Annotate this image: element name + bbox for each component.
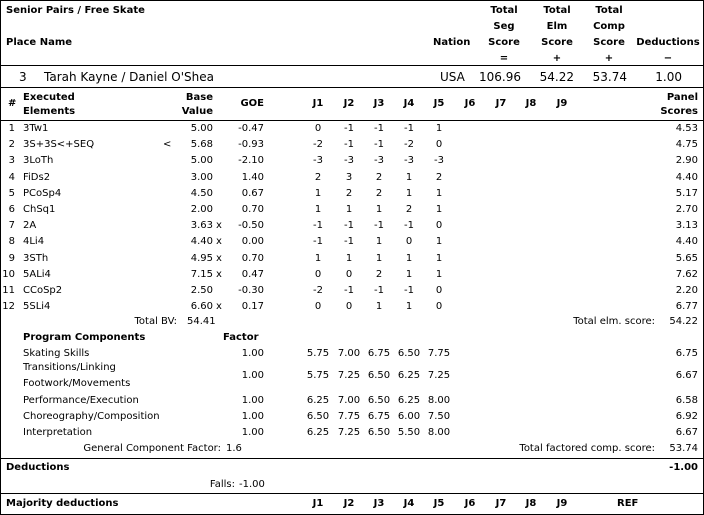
- judge-score: 1: [405, 171, 413, 183]
- judge-header: J1: [312, 98, 324, 109]
- judge-score: 2: [375, 171, 383, 183]
- element-base-value: 5.68: [190, 139, 213, 151]
- component-judge-score: 7.00: [337, 395, 361, 406]
- element-number: 10: [2, 268, 15, 280]
- component-judge-score: 6.75: [367, 348, 391, 359]
- judge-score: 0: [435, 220, 443, 232]
- element-panel-score: 2.70: [675, 204, 698, 215]
- element-panel-score: 4.75: [675, 139, 698, 151]
- component-judge-score: 7.75: [427, 348, 451, 359]
- judge-score: -2: [313, 139, 323, 151]
- majority-judge-header: J4: [403, 498, 415, 509]
- table-row: [1, 253, 703, 267]
- component-name: Choreography/Composition: [23, 411, 160, 422]
- element-code: 3STh: [23, 252, 49, 264]
- element-goe: 0.70: [241, 252, 264, 264]
- element-number: 4: [8, 171, 15, 183]
- component-judge-score: 6.25: [306, 395, 330, 406]
- component-judge-score: 8.00: [427, 427, 451, 438]
- majority-judge-header: J9: [556, 498, 568, 509]
- table-row: [1, 172, 703, 186]
- component-judge-score: 7.75: [337, 411, 361, 422]
- total-comp-header-2: Comp: [593, 21, 625, 32]
- element-panel-score: 4.53: [675, 123, 698, 134]
- element-goe: -0.93: [238, 139, 264, 151]
- deductions-header-2: −: [663, 53, 673, 64]
- deductions-title: Deductions: [6, 462, 70, 473]
- gcf-label: General Component Factor:: [83, 443, 221, 454]
- element-number: 11: [2, 285, 15, 296]
- judge-score: 0: [435, 139, 443, 151]
- executed-header-2: Elements: [23, 106, 76, 117]
- judge-header: J5: [433, 98, 445, 109]
- judge-score: -1: [344, 123, 354, 134]
- judge-score: -1: [344, 139, 354, 151]
- majority-judge-header: J8: [525, 498, 537, 509]
- judge-score: 1: [435, 123, 443, 134]
- majority-judge-header: J7: [495, 498, 507, 509]
- panel-header-2: Scores: [660, 106, 698, 117]
- judge-score: 0: [435, 285, 443, 296]
- component-factor: 1.00: [241, 411, 264, 422]
- judge-score: 1: [435, 204, 443, 215]
- component-name: Transitions/Linking: [23, 362, 116, 373]
- skater-total-elm: 54.22: [539, 70, 574, 84]
- judge-score: -1: [313, 236, 323, 248]
- base-header-2: Value: [181, 106, 213, 117]
- component-panel-score: 6.58: [675, 395, 698, 406]
- judge-score: 1: [314, 187, 322, 199]
- judge-score: -2: [313, 285, 323, 296]
- judge-score: 1: [405, 187, 413, 199]
- component-judge-score: 6.25: [397, 370, 421, 381]
- base-header-1: Base: [185, 92, 213, 103]
- pc-title: Program Components: [23, 332, 146, 343]
- element-code: 3Tw1: [23, 123, 49, 134]
- total-elm-header-1: Total: [543, 5, 571, 16]
- component-judge-score: 6.50: [367, 427, 391, 438]
- judge-score: -1: [374, 220, 384, 232]
- judge-score: -3: [434, 155, 444, 167]
- total-seg-header-4: =: [499, 53, 509, 64]
- element-info: <: [163, 139, 172, 151]
- judge-score: 1: [375, 301, 383, 313]
- table-row: [1, 188, 703, 202]
- total-seg-header-2: Seg: [493, 21, 515, 32]
- judge-score: 1: [314, 204, 322, 215]
- component-name: Skating Skills: [23, 348, 90, 359]
- component-panel-score: 6.75: [675, 348, 698, 359]
- element-base-value: 5.00: [190, 123, 213, 134]
- total-comp-header-1: Total: [595, 5, 623, 16]
- judge-score: 3: [345, 171, 353, 183]
- element-base-value: 2.00: [190, 204, 213, 215]
- component-row: [1, 348, 703, 362]
- total-elm-label: Total elm. score:: [573, 316, 655, 327]
- total-seg-header-1: Total: [490, 5, 518, 16]
- element-code: ChSq1: [23, 204, 56, 215]
- judge-score: 1: [345, 252, 353, 264]
- element-code: 4Li4: [23, 236, 45, 248]
- table-row: [1, 269, 703, 283]
- element-goe: -2.10: [238, 155, 264, 167]
- total-comp-header-4: +: [604, 53, 614, 64]
- element-base-value: 6.60: [190, 301, 213, 313]
- skater-name: Tarah Kayne / Daniel O'Shea: [44, 70, 214, 84]
- component-judge-score: 7.25: [427, 370, 451, 381]
- judge-score: 0: [345, 268, 353, 280]
- component-judge-score: 6.50: [367, 395, 391, 406]
- total-elm-value: 54.22: [669, 316, 698, 327]
- component-row: [1, 362, 703, 391]
- component-judge-score: 6.50: [397, 348, 421, 359]
- total-comp-value: 53.74: [669, 443, 698, 454]
- judge-score: 2: [375, 187, 383, 199]
- element-base-value: 4.95: [190, 252, 213, 264]
- element-goe: 0.70: [241, 204, 264, 215]
- total-bv-value: 54.41: [187, 316, 216, 327]
- element-panel-score: 4.40: [675, 171, 698, 183]
- component-row: [1, 427, 703, 441]
- majority-judge-header: J2: [343, 498, 355, 509]
- judge-score: 2: [314, 171, 322, 183]
- element-number: 9: [8, 252, 15, 264]
- element-panel-score: 2.20: [675, 285, 698, 296]
- element-base-value: 4.50: [190, 187, 213, 199]
- component-factor: 1.00: [241, 370, 264, 381]
- total-elm-header-2: Elm: [546, 21, 568, 32]
- element-bonus-marker: x: [216, 236, 222, 248]
- majority-judge-header: J5: [433, 498, 445, 509]
- component-name: Performance/Execution: [23, 395, 139, 406]
- element-panel-score: 5.65: [675, 252, 698, 264]
- element-base-value: 2.50: [190, 285, 213, 296]
- table-row: [1, 220, 703, 234]
- judge-score: 1: [435, 252, 443, 264]
- falls-label: Falls:: [209, 479, 235, 490]
- deductions-total: -1.00: [669, 462, 698, 473]
- judge-header: J9: [556, 98, 568, 109]
- component-judge-score: 7.50: [427, 411, 451, 422]
- judge-score: -1: [374, 139, 384, 151]
- judge-score: 1: [435, 268, 443, 280]
- component-judge-score: 5.75: [306, 370, 330, 381]
- element-goe: 0.67: [241, 187, 264, 199]
- table-row: [1, 285, 703, 299]
- element-base-value: 4.40: [190, 236, 213, 248]
- judge-score: 0: [314, 123, 322, 134]
- judge-score: 0: [314, 268, 322, 280]
- component-row: [1, 395, 703, 409]
- judge-header: J6: [464, 98, 476, 109]
- component-judge-score: 5.50: [397, 427, 421, 438]
- element-code: 3S+3S<+SEQ: [23, 139, 95, 151]
- judge-score: -1: [313, 220, 323, 232]
- element-code: 2A: [23, 220, 37, 232]
- element-panel-score: 2.90: [675, 155, 698, 167]
- element-code: CCoSp2: [23, 285, 63, 296]
- component-judge-score: 5.75: [306, 348, 330, 359]
- panel-header-1: Panel: [666, 92, 698, 103]
- component-panel-score: 6.67: [675, 370, 698, 381]
- judge-score: -1: [344, 285, 354, 296]
- element-base-value: 3.63: [190, 220, 213, 232]
- element-goe: 1.40: [241, 171, 264, 183]
- judge-score: -1: [404, 285, 414, 296]
- judge-score: -1: [344, 220, 354, 232]
- component-panel-score: 6.67: [675, 427, 698, 438]
- element-panel-score: 3.13: [675, 220, 698, 232]
- element-number: 8: [8, 236, 15, 248]
- component-row: [1, 411, 703, 425]
- table-row: [1, 123, 703, 137]
- judge-score: 0: [314, 301, 322, 313]
- element-base-value: 5.00: [190, 155, 213, 167]
- component-judge-score: 7.00: [337, 348, 361, 359]
- judge-score: 2: [345, 187, 353, 199]
- table-row: [1, 139, 703, 153]
- judge-header: J8: [525, 98, 537, 109]
- component-judge-score: 8.00: [427, 395, 451, 406]
- element-code: 3LoTh: [23, 155, 54, 167]
- skater-place: 3: [19, 70, 27, 84]
- judge-score: 1: [375, 252, 383, 264]
- total-seg-header-3: Score: [488, 37, 520, 48]
- falls-value: -1.00: [239, 479, 265, 490]
- table-row: [1, 204, 703, 218]
- component-judge-score: 6.25: [306, 427, 330, 438]
- element-bonus-marker: x: [216, 268, 222, 280]
- component-judge-score: 6.50: [367, 370, 391, 381]
- judge-score: 2: [375, 268, 383, 280]
- component-panel-score: 6.92: [675, 411, 698, 422]
- judge-header: J3: [373, 98, 385, 109]
- element-number: 5: [8, 187, 15, 199]
- judge-score: 1: [345, 204, 353, 215]
- majority-ref: REF: [617, 498, 639, 509]
- judge-score: 0: [435, 301, 443, 313]
- judge-score: 1: [405, 252, 413, 264]
- judge-score: 1: [435, 236, 443, 248]
- deductions-header-1: Deductions: [636, 37, 700, 48]
- judge-score: -3: [374, 155, 384, 167]
- table-row: [1, 301, 703, 315]
- element-goe: -0.30: [238, 285, 264, 296]
- element-number: 2: [8, 139, 15, 151]
- judge-score: 1: [405, 301, 413, 313]
- num-header: #: [8, 98, 17, 109]
- majority-judge-header: J6: [464, 498, 476, 509]
- element-bonus-marker: x: [216, 252, 222, 264]
- judge-score: 1: [405, 268, 413, 280]
- judge-score: 2: [435, 171, 443, 183]
- judge-score: -2: [404, 139, 414, 151]
- component-judge-score: 7.25: [337, 427, 361, 438]
- skater-total-seg: 106.96: [479, 70, 521, 84]
- judge-header: J7: [495, 98, 507, 109]
- skater-total-comp: 53.74: [592, 70, 627, 84]
- element-goe: 0.17: [241, 301, 264, 313]
- judge-score: -1: [374, 123, 384, 134]
- total-elm-header-4: +: [552, 53, 562, 64]
- judge-score: 1: [375, 236, 383, 248]
- element-number: 12: [2, 301, 15, 313]
- element-code: 5ALi4: [23, 268, 51, 280]
- place-name-header: Place Name: [6, 37, 73, 48]
- component-name: Footwork/Movements: [23, 378, 131, 389]
- element-code: PCoSp4: [23, 187, 62, 199]
- nation-header: Nation: [433, 37, 471, 48]
- judge-score: -1: [374, 285, 384, 296]
- element-panel-score: 7.62: [675, 268, 698, 280]
- element-goe: -0.47: [238, 123, 264, 134]
- element-bonus-marker: x: [216, 301, 222, 313]
- table-row: [1, 155, 703, 169]
- element-bonus-marker: x: [216, 220, 222, 232]
- component-factor: 1.00: [241, 395, 264, 406]
- judge-score: 2: [405, 204, 413, 215]
- judge-score: -1: [404, 123, 414, 134]
- element-goe: -0.50: [238, 220, 264, 232]
- judge-score: 0: [405, 236, 413, 248]
- total-comp-header-3: Score: [593, 37, 625, 48]
- judge-header: J2: [343, 98, 355, 109]
- component-judge-score: 6.50: [306, 411, 330, 422]
- element-panel-score: 6.77: [675, 301, 698, 313]
- judge-score: -3: [404, 155, 414, 167]
- element-panel-score: 5.17: [675, 187, 698, 199]
- executed-header-1: Executed: [23, 92, 75, 103]
- judge-score: -3: [313, 155, 323, 167]
- judge-score: 1: [435, 187, 443, 199]
- total-elm-header-3: Score: [541, 37, 573, 48]
- element-number: 6: [8, 204, 15, 215]
- table-row: [1, 236, 703, 250]
- gcf-value: 1.6: [226, 443, 242, 454]
- element-code: FiDs2: [23, 171, 51, 183]
- element-code: 5SLi4: [23, 301, 51, 313]
- element-base-value: 7.15: [190, 268, 213, 280]
- component-judge-score: 7.25: [337, 370, 361, 381]
- judge-score: 1: [375, 204, 383, 215]
- skater-nation: USA: [440, 70, 465, 84]
- event-title: Senior Pairs / Free Skate: [6, 5, 145, 16]
- judge-score: -3: [344, 155, 354, 167]
- total-comp-label: Total factored comp. score:: [519, 443, 655, 454]
- element-base-value: 3.00: [190, 171, 213, 183]
- component-judge-score: 6.75: [367, 411, 391, 422]
- majority-title: Majority deductions: [6, 498, 119, 509]
- total-bv-label: Total BV:: [134, 316, 177, 327]
- element-goe: 0.47: [241, 268, 264, 280]
- element-number: 1: [8, 123, 15, 134]
- element-goe: 0.00: [241, 236, 264, 248]
- element-panel-score: 4.40: [675, 236, 698, 248]
- goe-header: GOE: [240, 98, 264, 109]
- judge-score: -1: [344, 236, 354, 248]
- pc-factor-header: Factor: [223, 332, 259, 343]
- component-factor: 1.00: [241, 427, 264, 438]
- judge-score: 1: [314, 252, 322, 264]
- component-judge-score: 6.00: [397, 411, 421, 422]
- judge-score: -1: [404, 220, 414, 232]
- element-number: 3: [8, 155, 15, 167]
- component-judge-score: 6.25: [397, 395, 421, 406]
- component-name: Interpretation: [23, 427, 93, 438]
- majority-judge-header: J3: [373, 498, 385, 509]
- element-number: 7: [8, 220, 15, 232]
- judge-header: J4: [403, 98, 415, 109]
- judge-score: 0: [345, 301, 353, 313]
- majority-judge-header: J1: [312, 498, 324, 509]
- skater-deductions: 1.00: [655, 70, 682, 84]
- component-factor: 1.00: [241, 348, 264, 359]
